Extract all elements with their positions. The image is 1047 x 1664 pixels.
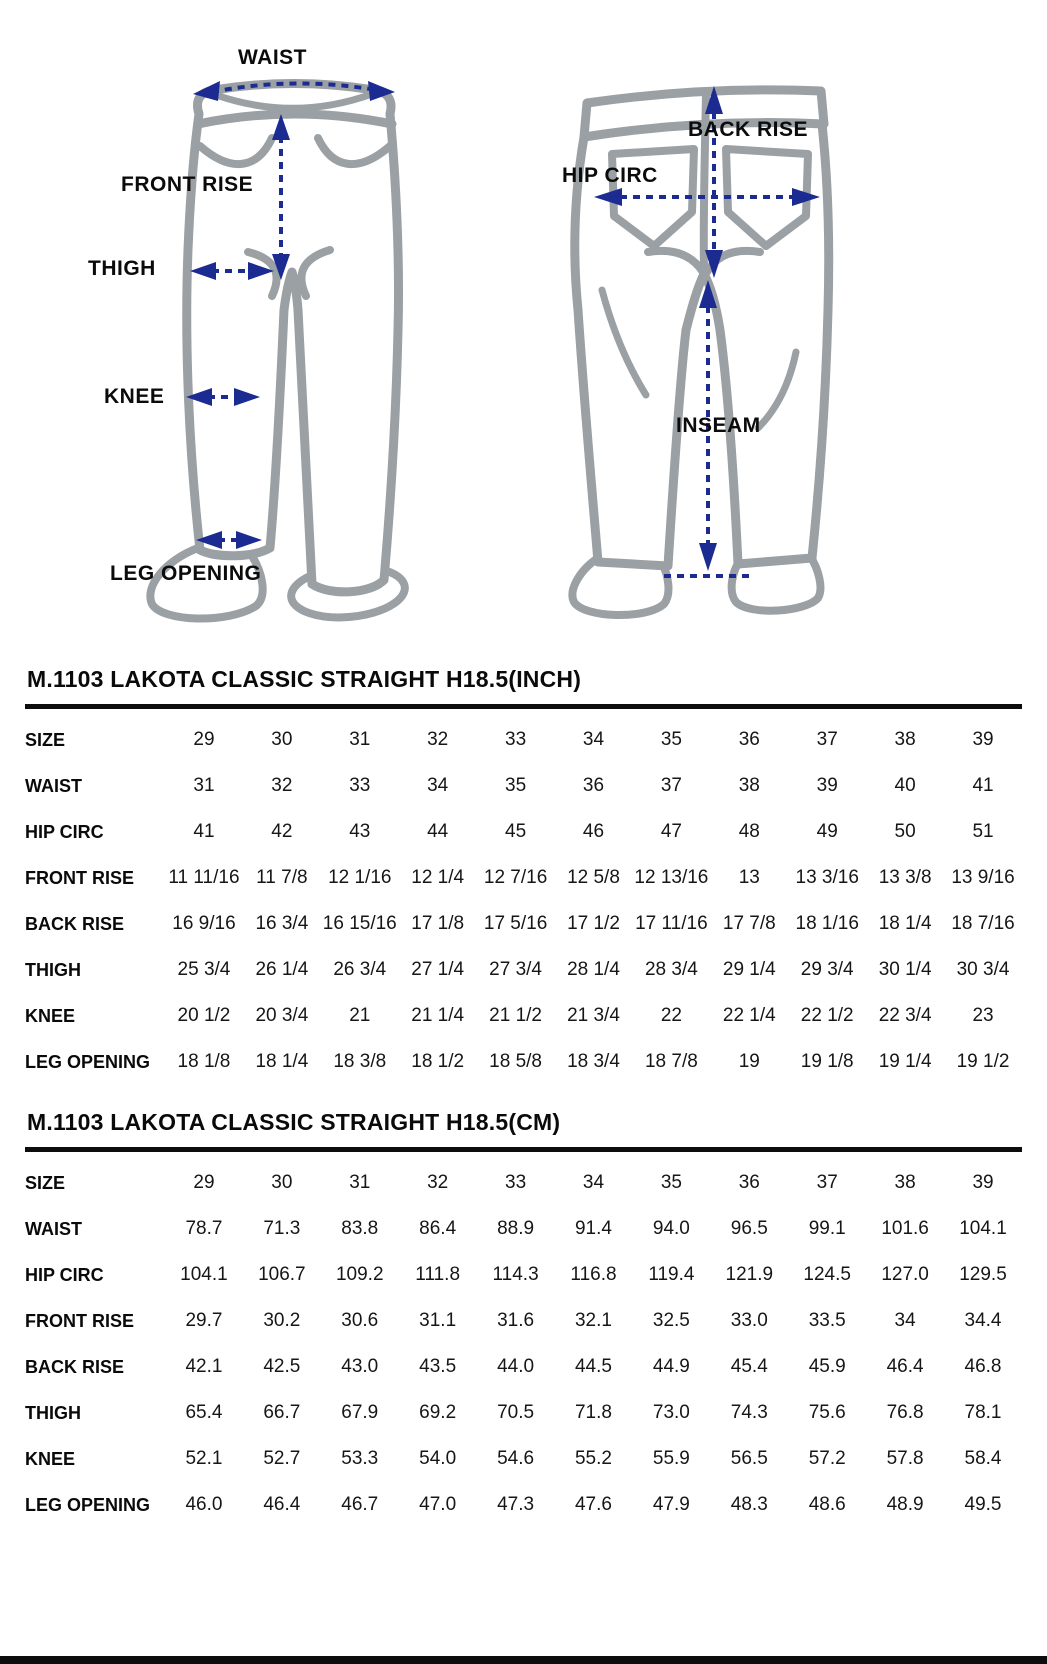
table-cell: 18 1/4 [255,1051,309,1072]
table-cell: 12 1/4 [411,867,465,888]
pants-diagram-svg [0,0,1047,652]
row-label: THIGH [25,1402,81,1423]
table-cell: 31.6 [497,1310,535,1331]
table-cell: 43.0 [341,1356,379,1377]
table-cell: 37 [816,729,838,750]
table-cell: 78.7 [185,1218,223,1239]
table-cell: 21 1/4 [411,1005,465,1026]
table-cell: 36 [582,775,605,796]
table-cell: 46.8 [964,1356,1002,1377]
table-cell: 51 [972,821,994,842]
table-cell: 30.2 [263,1310,301,1331]
table-cell: 41 [972,775,994,796]
table-row [25,947,1022,993]
cm-size-table [25,1152,1022,1528]
table-row [25,717,1022,763]
cm-table-title: M.1103 LAKOTA CLASSIC STRAIGHT H18.5(CM) [27,1109,561,1135]
row-label: KNEE [25,1448,76,1469]
table-cell: 34 [582,1172,605,1193]
table-cell: 32.1 [574,1310,612,1331]
row-label: WAIST [25,775,82,796]
table-cell: 11 7/8 [256,867,308,888]
table-cell: 26 1/4 [255,959,309,980]
row-label: LEG OPENING [25,1051,151,1072]
table-cell: 46 [582,821,605,842]
table-cell: 19 1/4 [878,1051,932,1072]
table-cell: 48.6 [808,1494,846,1515]
table-cell: 65.4 [185,1402,223,1423]
table-row [25,1298,1022,1344]
table-cell: 83.8 [341,1218,379,1239]
table-cell: 37 [660,775,682,796]
inseam-label: INSEAM [676,414,761,437]
table-cell: 45.4 [730,1356,768,1377]
table-cell: 39 [972,729,994,750]
table-cell: 109.2 [335,1264,384,1285]
table-cell: 48.9 [886,1494,924,1515]
table-cell: 33 [505,729,527,750]
table-row [25,1436,1022,1482]
table-cell: 18 7/16 [951,913,1015,934]
table-cell: 88.9 [497,1218,535,1239]
table-cell: 91.4 [574,1218,612,1239]
table-cell: 55.9 [652,1448,690,1469]
table-cell: 44 [427,821,449,842]
table-cell: 29 1/4 [722,959,776,980]
table-row [25,993,1022,1039]
table-cell: 127.0 [881,1264,929,1285]
table-cell: 106.7 [258,1264,306,1285]
table-cell: 45 [505,821,527,842]
row-label: THIGH [25,959,81,980]
table-cell: 32 [427,1172,449,1193]
table-cell: 38 [738,775,760,796]
table-cell: 18 3/4 [567,1051,620,1072]
table-cell: 49 [816,821,838,842]
table-cell: 47.0 [419,1494,457,1515]
table-cell: 22 [660,1005,682,1026]
table-cell: 69.2 [419,1402,457,1423]
table-cell: 30 [271,1172,293,1193]
table-cell: 21 3/4 [567,1005,620,1026]
table-cell: 54.6 [497,1448,535,1469]
table-cell: 47.9 [652,1494,690,1515]
inch-size-table-section [25,666,1022,1085]
table-cell: 21 1/2 [489,1005,542,1026]
table-cell: 54.0 [419,1448,457,1469]
row-label: SIZE [25,729,66,750]
table-row [25,1252,1022,1298]
table-row [25,1344,1022,1390]
table-cell: 116.8 [570,1264,617,1285]
table-cell: 50 [894,821,916,842]
table-cell: 55.2 [574,1448,612,1469]
table-cell: 53.3 [341,1448,379,1469]
table-cell: 29 [193,1172,215,1193]
table-cell: 44.9 [652,1356,690,1377]
table-cell: 31 [193,775,215,796]
table-cell: 31.1 [419,1310,457,1331]
row-label: BACK RISE [25,1356,125,1377]
table-cell: 27 3/4 [489,959,542,980]
table-cell: 29.7 [185,1310,223,1331]
table-cell: 33 [349,775,371,796]
table-cell: 25 3/4 [177,959,231,980]
table-cell: 20 1/2 [177,1005,231,1026]
table-cell: 12 7/16 [483,867,548,888]
inch-size-table [25,709,1022,1085]
table-row [25,1160,1022,1206]
table-cell: 19 [738,1051,760,1072]
table-cell: 48 [738,821,760,842]
table-cell: 17 5/16 [483,913,548,934]
table-cell: 34.4 [964,1310,1002,1331]
table-cell: 23 [972,1005,994,1026]
table-cell: 32 [271,775,293,796]
row-label: HIP CIRC [25,821,104,842]
table-cell: 52.7 [263,1448,301,1469]
table-cell: 46.4 [886,1356,924,1377]
table-cell: 32.5 [652,1310,690,1331]
table-cell: 22 1/4 [722,1005,776,1026]
table-row [25,763,1022,809]
table-cell: 121.9 [725,1264,774,1285]
table-cell: 13 9/16 [951,867,1015,888]
table-cell: 13 3/16 [795,867,859,888]
table-cell: 42.1 [185,1356,223,1377]
thigh-label: THIGH [88,257,156,280]
bottom-rule [0,1656,1047,1664]
table-cell: 104.1 [180,1264,228,1285]
table-cell: 32 [427,729,449,750]
table-cell: 17 1/2 [567,913,620,934]
table-cell: 29 3/4 [800,959,854,980]
pants-front-outline [150,84,407,622]
table-cell: 47.3 [497,1494,535,1515]
table-cell: 46.4 [263,1494,301,1515]
table-cell: 94.0 [652,1218,690,1239]
table-cell: 33 [505,1172,527,1193]
table-cell: 58.4 [964,1448,1002,1469]
knee-label: KNEE [104,385,165,408]
row-label: HIP CIRC [25,1264,104,1285]
table-cell: 119.4 [648,1264,695,1285]
row-label: LEG OPENING [25,1494,151,1515]
table-cell: 28 3/4 [644,959,698,980]
table-cell: 34 [582,729,605,750]
hip-circ-label: HIP CIRC [562,164,658,187]
row-label: FRONT RISE [25,1310,135,1331]
table-cell: 43.5 [419,1356,457,1377]
table-cell: 31 [349,1172,371,1193]
table-cell: 35 [505,775,527,796]
table-cell: 30 [271,729,293,750]
table-cell: 34 [894,1310,916,1331]
table-cell: 86.4 [419,1218,457,1239]
table-cell: 16 15/16 [322,913,397,934]
table-cell: 74.3 [730,1402,768,1423]
table-cell: 26 3/4 [333,959,387,980]
table-cell: 12 5/8 [567,867,620,888]
table-cell: 18 1/16 [795,913,859,934]
table-cell: 38 [894,1172,916,1193]
table-cell: 12 13/16 [634,867,709,888]
table-cell: 20 3/4 [255,1005,309,1026]
table-cell: 129.5 [959,1264,1007,1285]
table-cell: 66.7 [263,1402,301,1423]
table-cell: 39 [816,775,838,796]
table-cell: 18 7/8 [644,1051,698,1072]
table-cell: 71.3 [263,1218,301,1239]
table-row [25,901,1022,947]
table-cell: 28 1/4 [567,959,620,980]
table-cell: 18 3/8 [333,1051,387,1072]
table-cell: 18 1/8 [177,1051,231,1072]
table-cell: 99.1 [808,1218,846,1239]
table-row [25,855,1022,901]
table-cell: 46.7 [341,1494,379,1515]
table-cell: 47.6 [574,1494,612,1515]
table-cell: 18 5/8 [489,1051,542,1072]
table-cell: 27 1/4 [411,959,465,980]
table-cell: 48.3 [730,1494,768,1515]
measurement-diagram [0,0,1047,652]
table-cell: 41 [193,821,215,842]
table-cell: 47 [660,821,682,842]
table-cell: 13 [738,867,760,888]
row-label: WAIST [25,1218,82,1239]
cm-size-table-section [25,1109,1022,1528]
table-cell: 30 3/4 [956,959,1010,980]
table-cell: 22 3/4 [878,1005,932,1026]
table-cell: 104.1 [959,1218,1007,1239]
table-cell: 40 [894,775,916,796]
table-row [25,1206,1022,1252]
table-cell: 16 9/16 [172,913,236,934]
row-label: BACK RISE [25,913,125,934]
table-row [25,809,1022,855]
table-cell: 75.6 [808,1402,846,1423]
row-label: SIZE [25,1172,66,1193]
table-cell: 34 [427,775,449,796]
table-row [25,1039,1022,1085]
table-cell: 46.0 [185,1494,223,1515]
front-rise-label: FRONT RISE [121,173,254,196]
table-cell: 33.0 [730,1310,768,1331]
table-cell: 39 [972,1172,994,1193]
table-cell: 67.9 [341,1402,379,1423]
table-cell: 78.1 [964,1402,1002,1423]
table-cell: 57.2 [808,1448,846,1469]
table-cell: 114.3 [492,1264,539,1285]
table-cell: 18 1/4 [878,913,932,934]
table-cell: 35 [660,1172,682,1193]
table-cell: 16 3/4 [255,913,309,934]
table-cell: 96.5 [730,1218,768,1239]
table-cell: 71.8 [574,1402,612,1423]
table-cell: 33.5 [808,1310,846,1331]
table-cell: 19 1/2 [956,1051,1010,1072]
table-cell: 21 [349,1005,371,1026]
table-cell: 43 [349,821,371,842]
inch-table-title: M.1103 LAKOTA CLASSIC STRAIGHT H18.5(INCH) [27,666,582,692]
table-cell: 73.0 [652,1402,690,1423]
table-cell: 101.6 [881,1218,929,1239]
table-cell: 30 1/4 [878,959,932,980]
table-cell: 19 1/8 [800,1051,854,1072]
table-cell: 76.8 [886,1402,924,1423]
table-cell: 11 11/16 [168,867,240,888]
table-cell: 35 [660,729,682,750]
table-cell: 12 1/16 [328,867,392,888]
table-cell: 17 1/8 [411,913,465,934]
table-cell: 31 [349,729,371,750]
table-cell: 124.5 [803,1264,851,1285]
table-cell: 56.5 [730,1448,768,1469]
back-rise-label: BACK RISE [688,118,809,141]
table-cell: 44.5 [574,1356,612,1377]
table-cell: 42.5 [263,1356,301,1377]
table-cell: 36 [738,729,760,750]
table-cell: 49.5 [964,1494,1002,1515]
table-cell: 30.6 [341,1310,379,1331]
table-cell: 36 [738,1172,760,1193]
leg-opening-label: LEG OPENING [110,562,262,585]
table-cell: 37 [816,1172,838,1193]
table-cell: 57.8 [886,1448,924,1469]
row-label: FRONT RISE [25,867,135,888]
table-cell: 29 [193,729,215,750]
table-cell: 18 1/2 [411,1051,465,1072]
table-cell: 38 [894,729,916,750]
waist-label: WAIST [238,46,307,69]
table-row [25,1482,1022,1528]
table-cell: 111.8 [415,1264,461,1285]
table-cell: 70.5 [497,1402,535,1423]
table-cell: 17 7/8 [722,913,776,934]
table-cell: 52.1 [185,1448,223,1469]
table-cell: 45.9 [808,1356,846,1377]
table-cell: 44.0 [497,1356,535,1377]
table-cell: 17 11/16 [635,913,708,934]
row-label: KNEE [25,1005,76,1026]
table-row [25,1390,1022,1436]
table-cell: 13 3/8 [878,867,932,888]
table-cell: 42 [271,821,293,842]
table-cell: 22 1/2 [800,1005,854,1026]
